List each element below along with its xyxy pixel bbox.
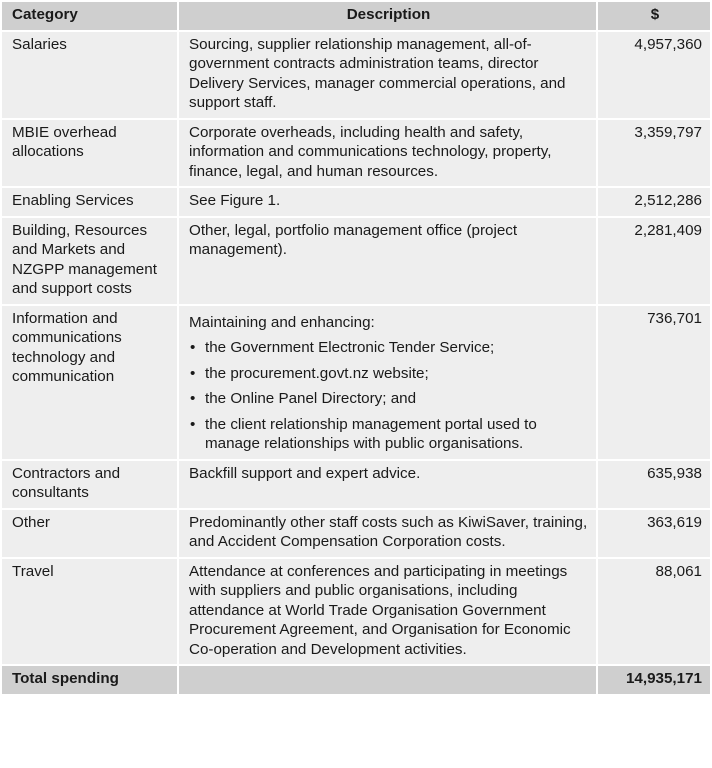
list-item-text: the Online Panel Directory; and — [205, 390, 417, 407]
row-amount: 635,938 — [597, 460, 711, 509]
row-description: See Figure 1. — [178, 187, 597, 217]
row-category: Information and communications technology and communication — [1, 305, 178, 460]
list-item-text: the procurement.govt.nz website; — [205, 364, 429, 382]
header-row — [1, 1, 711, 31]
row-amount: 2,512,286 — [597, 187, 711, 217]
table-row — [1, 509, 711, 558]
row-category: Other — [1, 509, 178, 558]
list-item-text: the Government Electronic Tender Service; — [205, 339, 495, 356]
bullet-icon: • — [190, 415, 196, 433]
row-amount: 2,281,409 — [597, 217, 711, 305]
list-item — [189, 364, 588, 384]
row-category: MBIE overhead allocations — [1, 119, 178, 188]
row-description: Other, legal, portfolio management office (project management). — [178, 217, 597, 305]
table-row — [1, 460, 711, 509]
list-item — [189, 389, 588, 409]
row-category: Contractors and consultants — [1, 460, 178, 509]
description-intro: Maintaining and enhancing: — [189, 313, 375, 331]
header-description: Description — [178, 1, 597, 31]
row-category: Building, Resources and Markets and NZGPP management and support costs — [1, 217, 178, 305]
row-description: Attendance at conferences and participating in meetings with suppliers and public organisations, including attendance at World Trade Organisation Government Procurement Agreement, and Organisation for Economic Co-operation and Development activities. — [178, 558, 597, 666]
row-description: Sourcing, supplier relationship management, all-of-government contracts administration teams, director Delivery Services, manager commercial operations, and support staff. — [178, 31, 597, 119]
total-description — [178, 665, 597, 695]
row-amount: 363,619 — [597, 509, 711, 558]
table-row — [1, 558, 711, 666]
row-description — [178, 305, 597, 460]
table-row — [1, 31, 711, 119]
list-item — [189, 415, 588, 454]
table-row — [1, 305, 711, 460]
bullet-list — [189, 338, 588, 454]
total-amount: 14,935,171 — [597, 665, 711, 695]
row-description: Corporate overheads, including health and safety, information and communications technology, property, finance, legal, and human resources. — [178, 119, 597, 188]
bullet-icon: • — [190, 390, 196, 407]
header-amount: $ — [597, 1, 711, 31]
row-amount: 3,359,797 — [597, 119, 711, 188]
row-amount: 88,061 — [597, 558, 711, 666]
total-row — [1, 665, 711, 695]
header-category: Category — [1, 1, 178, 31]
list-item — [189, 338, 588, 358]
total-label: Total spending — [1, 665, 178, 695]
table-row — [1, 187, 711, 217]
row-description: Predominantly other staff costs such as KiwiSaver, training, and Accident Compensation Corporation costs. — [178, 509, 597, 558]
row-category: Salaries — [1, 31, 178, 119]
row-amount: 736,701 — [597, 305, 711, 460]
bullet-icon: • — [190, 364, 196, 382]
row-category: Travel — [1, 558, 178, 666]
row-description: Backfill support and expert advice. — [178, 460, 597, 509]
row-amount: 4,957,360 — [597, 31, 711, 119]
row-category: Enabling Services — [1, 187, 178, 217]
table-row — [1, 119, 711, 188]
table-row — [1, 217, 711, 305]
list-item-text: the client relationship management portal used to manage relationships with public organisations. — [205, 415, 537, 452]
bullet-icon: • — [190, 339, 196, 356]
